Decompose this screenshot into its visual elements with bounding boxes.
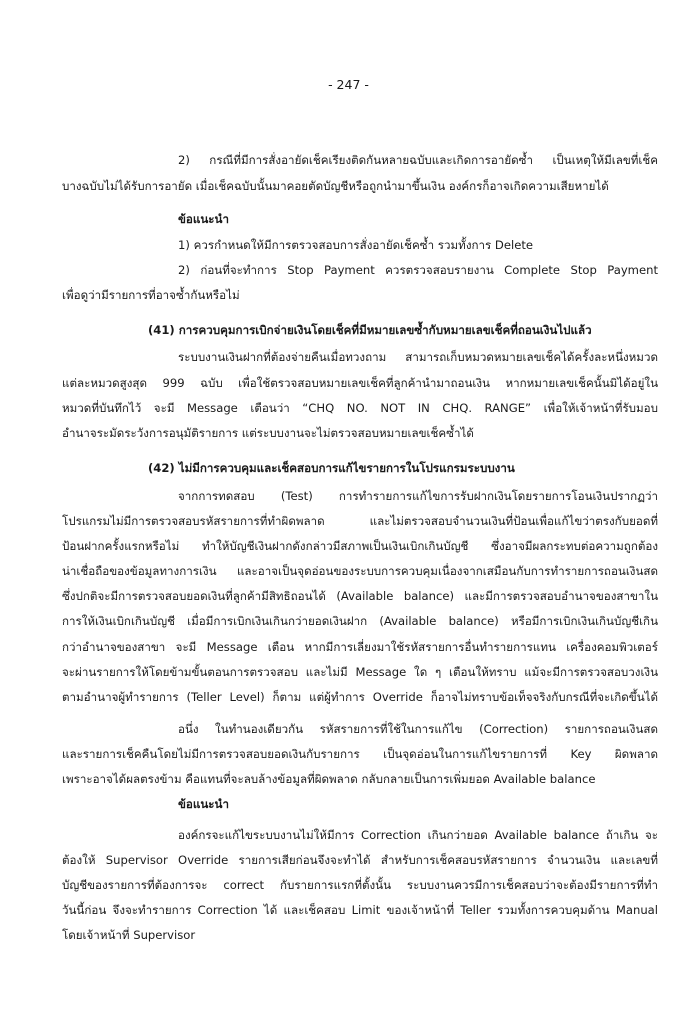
section-41-line: อำนาจระมัดระวังการอนุมัติรายการ แต่ระบบงานจะไม่ตรวจสอบหมายเลขเช็คซ้ำได้ [62, 426, 474, 440]
section-42-line: ตามอำนาจผู้ทำรายการ (Teller Level) ก็ตาม แต่ผู้ทำการ Override ก็อาจไม่ทราบข้อเท็จจริงกับกรณีที่จะเกิดขึ้นได้ [62, 690, 658, 704]
page-number: - 247 - [328, 77, 369, 92]
section-42-line: น่าเชื่อถือของข้อมูลทางการเงิน และอาจเป็นจุดอ่อนของระบบการควบคุมเนื่องจากเสมือนกับการทำรายการถอนเงินสด [62, 564, 658, 578]
recommendation-item-2: 2) ก่อนที่จะทำการ Stop Payment ควรตรวจสอบรายงาน Complete Stop Payment [178, 263, 658, 277]
section-42-heading: (42) ไม่มีการควบคุมและเช็คสอบการแก้ไขรายการในโปรแกรมระบบงาน [148, 461, 515, 475]
section-42-para2-line: เพราะอาจได้ผลตรงข้าม คือแทนที่จะลบล้างข้อมูลที่ผิดพลาด กลับกลายเป็นการเพิ่มยอด Available balance [62, 772, 596, 786]
section-42-line: ซึ่งปกติจะมีการตรวจสอบยอดเงินที่ลูกค้ามีสิทธิถอนได้ (Available balance) และมีการตรวจสอบอำนาจของสาขาใน [62, 589, 658, 603]
section-42-line: โปรแกรมไม่มีการตรวจสอบรหัสรายการที่ทำผิดพลาด และไม่ตรวจสอบจำนวนเงินที่ป้อนเพื่อแก้ไขว่าตรงกับยอดที่ [62, 514, 658, 528]
section-42-para2-line: อนึ่ง ในทำนองเดียวกัน รหัสรายการที่ใช้ในการแก้ไข (Correction) รายการถอนเงินสด [178, 722, 658, 736]
section-42-recommendation-line: บัญชีของรายการที่ต้องการจะ correct กับรายการแรกที่ตั้งนั้น ระบบงานควรมีการเช็คสอบว่าจะต้องมีรายการที่ทำ [62, 878, 658, 892]
recommendation-heading: ข้อแนะนำ [178, 212, 229, 226]
section-42-recommendation-line: ต้องให้ Supervisor Override รายการเสียก่อนจึงจะทำได้ สำหรับการเช็คสอบรหัสรายการ จำนวนเงิน และเลขที่ [62, 853, 658, 867]
item-2-continuation: บางฉบับไม่ได้รับการอายัด เมื่อเช็คฉบับนั้นมาคอยตัดบัญชีหรือถูกนำมาขึ้นเงิน องค์กรก็อาจเกิดความเสียหายได้ [62, 179, 609, 193]
section-42-recommendation-line: โดยเจ้าหน้าที่ Supervisor [62, 928, 196, 942]
section-42-recommendation-line: วันนี้ก่อน จึงจะทำรายการ Correction ได้ และเช็คสอบ Limit ของเจ้าหน้าที่ Teller รวมทั้งการควบคุมด้าน Manual [62, 903, 658, 917]
section-41-line: หมวดที่บันทึกไว้ จะมี Message เตือนว่า “CHQ NO. NOT IN CHQ. RANGE” เพื่อให้เจ้าหน้าที่รับมอบ [62, 401, 658, 415]
section-42-line: จะผ่านรายการให้โดยข้ามขั้นตอนการตรวจสอบ และไม่มี Message ใด ๆ เตือนให้ทราบ แม้จะมีการตรวจสอบวงเงิน [62, 665, 658, 679]
section-42-para2-line: และรายการเช็คคืนโดยไม่มีการตรวจสอบยอดเงินกับรายการ เป็นจุดอ่อนในการแก้ไขรายการที่ Key ผิดพลาด [62, 747, 658, 761]
item-2-text: 2) กรณีที่มีการสั่งอายัดเช็คเรียงติดกันหลายฉบับและเกิดการอายัดซ้ำ เป็นเหตุให้มีเลขที่เช็ค [178, 153, 658, 167]
section-42-recommendation-heading: ข้อแนะนำ [178, 797, 229, 811]
section-42-line: การให้เงินเบิกเกินบัญชี เมื่อมีการเบิกเงินเกินกว่ายอดเงินฝาก (Available balance) หรือมีการเบิกเงินเกินบัญชีเกิน [62, 614, 658, 628]
section-42-line: จากการทดสอบ (Test) การทำรายการแก้ไขการรับฝากเงินโดยรายการโอนเงินปรากฏว่า [178, 489, 658, 503]
section-42-line: กว่าอำนาจของสาขา จะมี Message เตือน หากมีการเลี่ยงมาใช้รหัสรายการอื่นทำรายการแทน เครื่องคอมพิวเตอร์ [62, 640, 658, 654]
section-41-line: แต่ละหมวดสูงสุด 999 ฉบับ เพื่อใช้ตรวจสอบหมายเลขเช็คที่ลูกค้านำมาถอนเงิน หากหมายเลขเช็คนั้นมิได้อยู่ใน [62, 376, 658, 390]
section-41-heading: (41) การควบคุมการเบิกจ่ายเงินโดยเช็คที่มีหมายเลขซ้ำกับหมายเลขเช็คที่ถอนเงินไปแล้ว [148, 323, 592, 337]
section-42-line: ป้อนฝากครั้งแรกหรือไม่ ทำให้บัญชีเงินฝากดังกล่าวมีสภาพเป็นเงินเบิกเกินบัญชี ซึ่งอาจมีผลกระทบต่อความถูกต้อง [62, 539, 658, 553]
recommendation-item-1: 1) ควรกำหนดให้มีการตรวจสอบการสั่งอายัดเช็คซ้ำ รวมทั้งการ Delete [178, 238, 534, 252]
section-41-line: ระบบงานเงินฝากที่ต้องจ่ายคืนเมื่อทวงถาม สามารถเก็บหมวดหมายเลขเช็คได้ครั้งละหนึ่งหมวด [178, 350, 658, 364]
section-42-recommendation-line: องค์กรจะแก้ไขระบบงานไม่ให้มีการ Correction เกินกว่ายอด Available balance ถ้าเกิน จะ [178, 828, 658, 842]
recommendation-item-2-continuation: เพื่อดูว่ามีรายการที่อาจซ้ำกันหรือไม่ [62, 288, 240, 302]
